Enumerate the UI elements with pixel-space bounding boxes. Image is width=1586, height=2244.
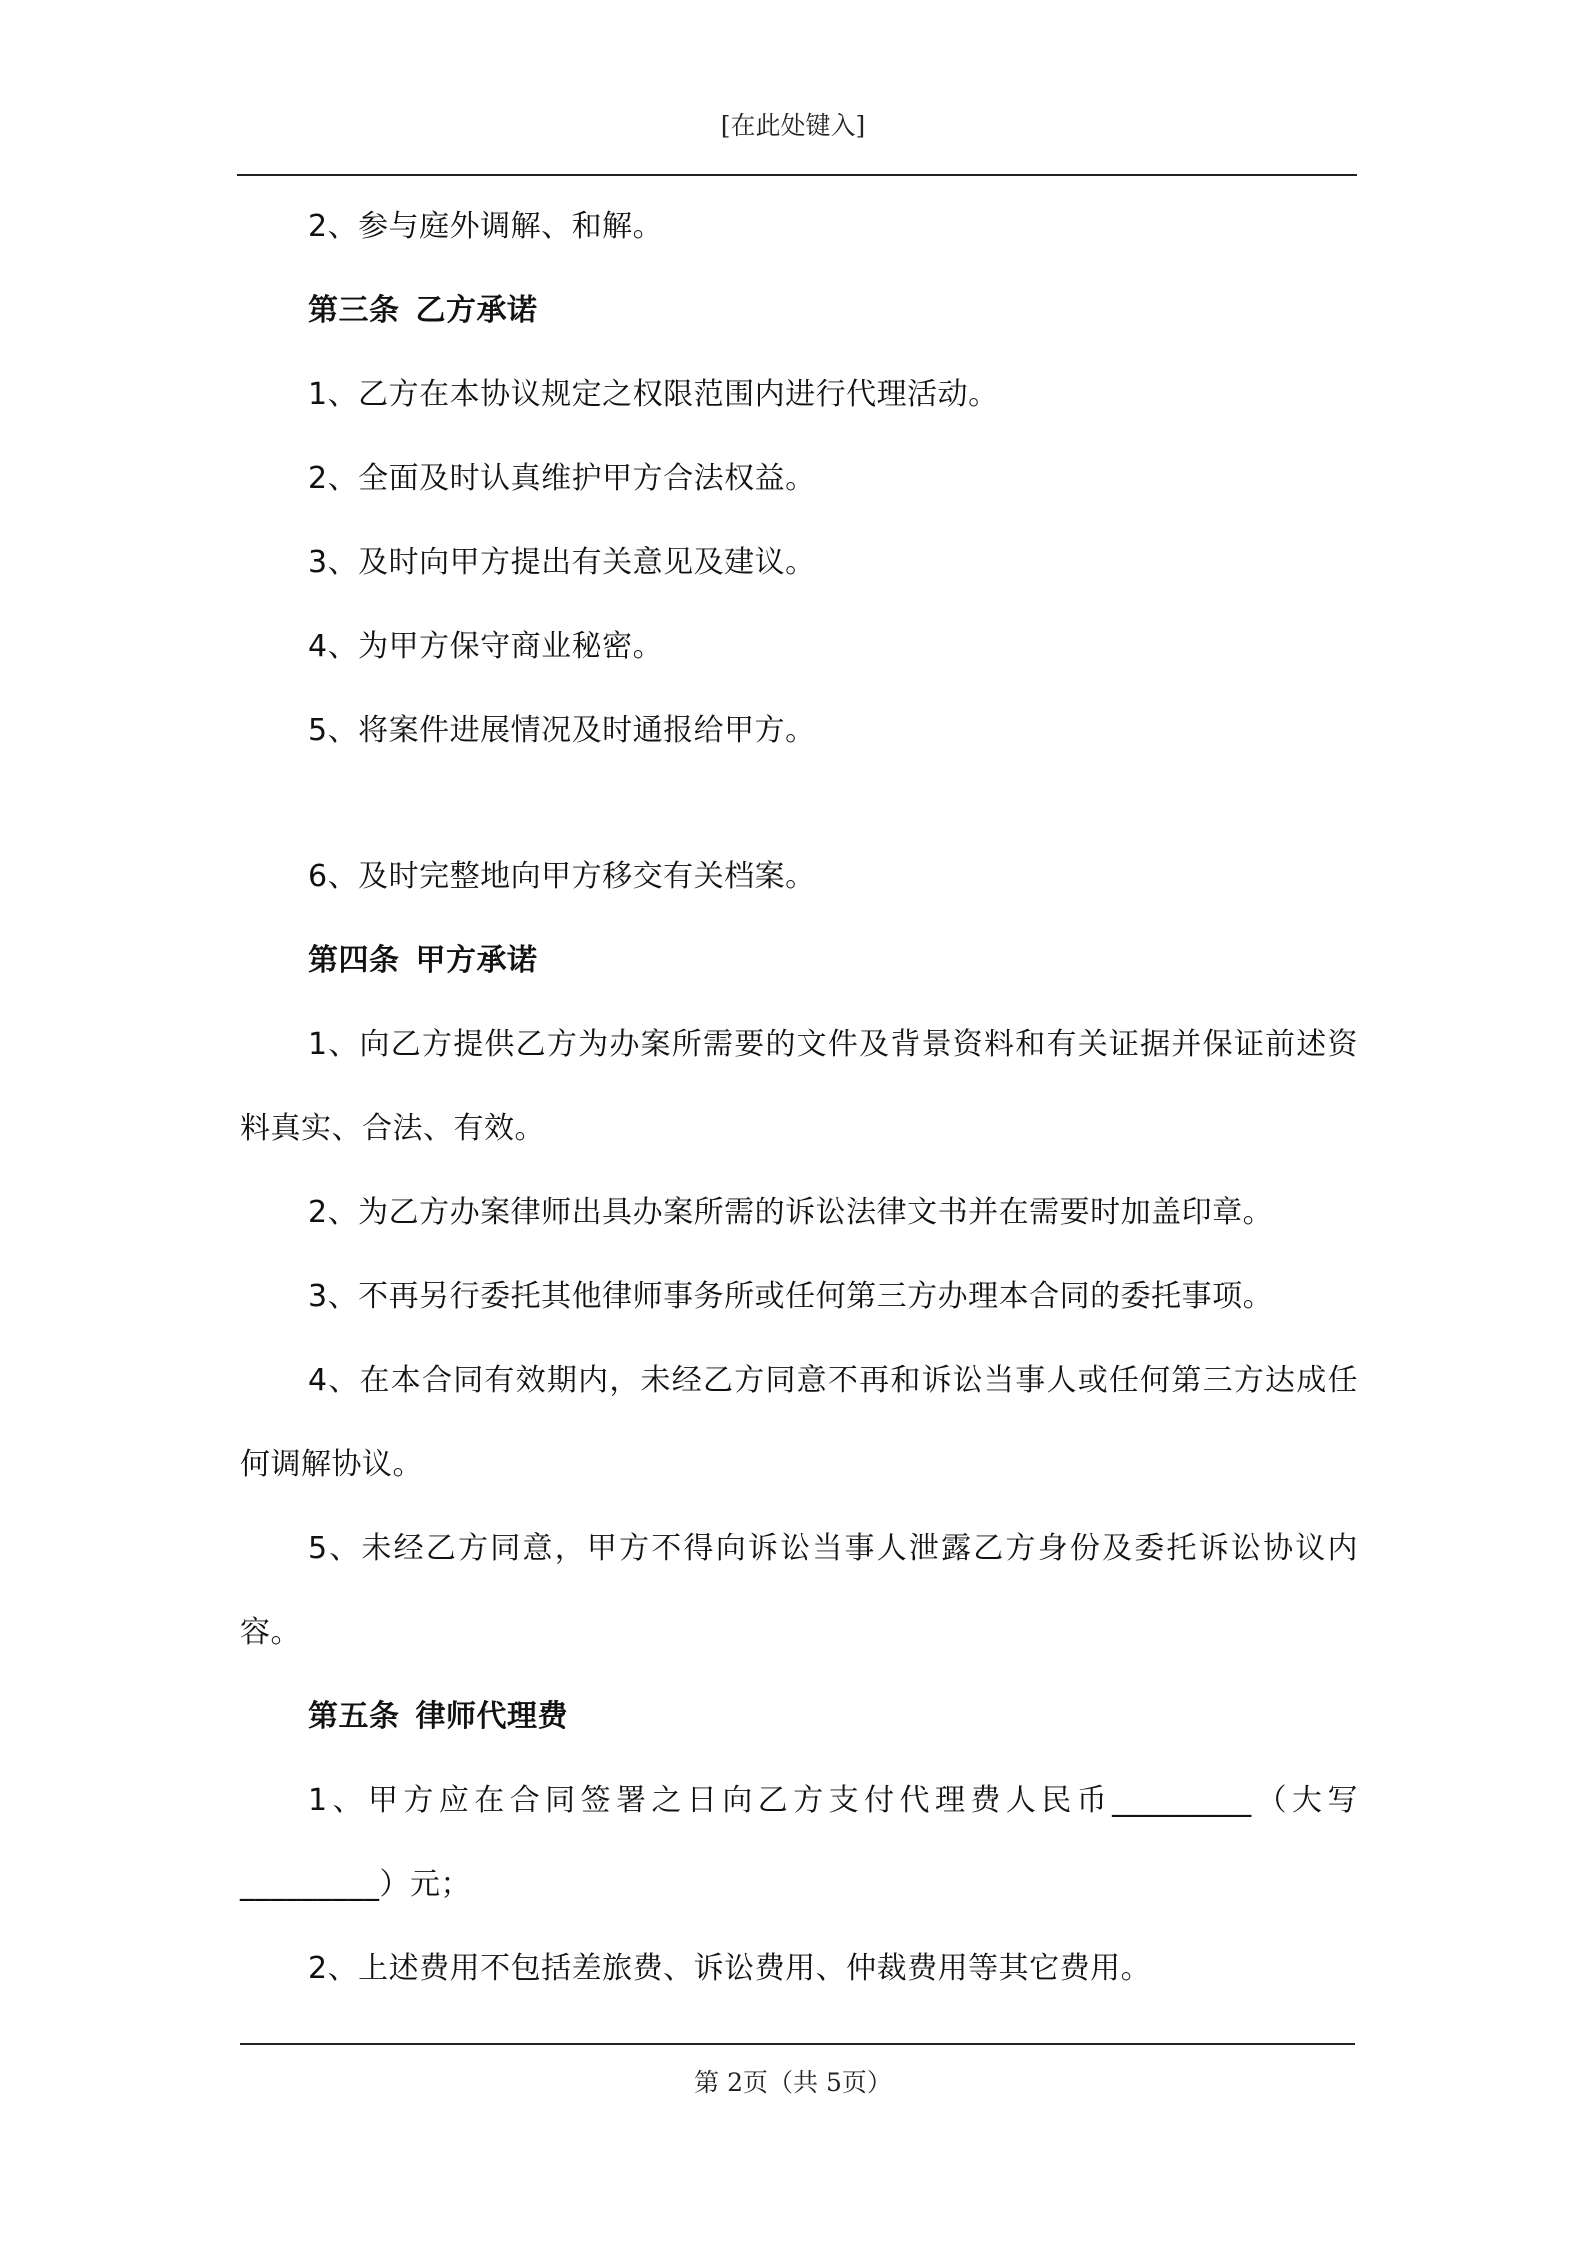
page-footer: 第 2页（共 5页）	[694, 2068, 892, 2097]
list-item: 4、为甲方保守商业秘密。	[308, 629, 664, 664]
list-item: 3、及时向甲方提出有关意见及建议。	[308, 545, 816, 580]
document-body	[240, 185, 1358, 2011]
paragraph: 2、参与庭外调解、和解。	[308, 209, 664, 244]
article-title: 乙方承诺	[415, 293, 538, 328]
article-number: 第五条	[308, 1699, 400, 1734]
list-item: 6、及时完整地向甲方移交有关档案。	[308, 859, 816, 894]
list-item: 4、在本合同有效期内，未经乙方同意不再和诉讼当事人或任何第三方达成任何调解协议。	[240, 1363, 1358, 1482]
list-item: 5、将案件进展情况及时通报给甲方。	[308, 713, 816, 748]
article-3-heading	[240, 269, 1358, 353]
blank-space	[240, 773, 1358, 835]
article-4-heading	[240, 919, 1358, 1003]
list-item: 5、未经乙方同意，甲方不得向诉讼当事人泄露乙方身份及委托诉讼协议内容。	[240, 1531, 1358, 1650]
article-title: 甲方承诺	[415, 943, 538, 978]
list-item: 2、为乙方办案律师出具办案所需的诉讼法律文书并在需要时加盖印章。	[308, 1195, 1274, 1230]
article-number: 第四条	[308, 943, 400, 978]
header-divider	[237, 174, 1357, 176]
page-header: [在此处键入]	[720, 111, 866, 140]
list-item: 1、向乙方提供乙方为办案所需要的文件及背景资料和有关证据并保证前述资料真实、合法、有效。	[240, 1027, 1358, 1146]
list-item: 2、全面及时认真维护甲方合法权益。	[308, 461, 816, 496]
list-item: 1、甲方应在合同签署之日向乙方支付代理费人民币_________（大写_________）元；	[240, 1783, 1358, 1902]
article-title: 律师代理费	[415, 1699, 568, 1734]
list-item: 3、不再另行委托其他律师事务所或任何第三方办理本合同的委托事项。	[308, 1279, 1274, 1314]
article-number: 第三条	[308, 293, 400, 328]
footer-divider	[240, 2043, 1355, 2045]
list-item: 2、上述费用不包括差旅费、诉讼费用、仲裁费用等其它费用。	[308, 1951, 1152, 1986]
list-item: 1、乙方在本协议规定之权限范围内进行代理活动。	[308, 377, 999, 412]
article-5-heading	[240, 1675, 1358, 1759]
